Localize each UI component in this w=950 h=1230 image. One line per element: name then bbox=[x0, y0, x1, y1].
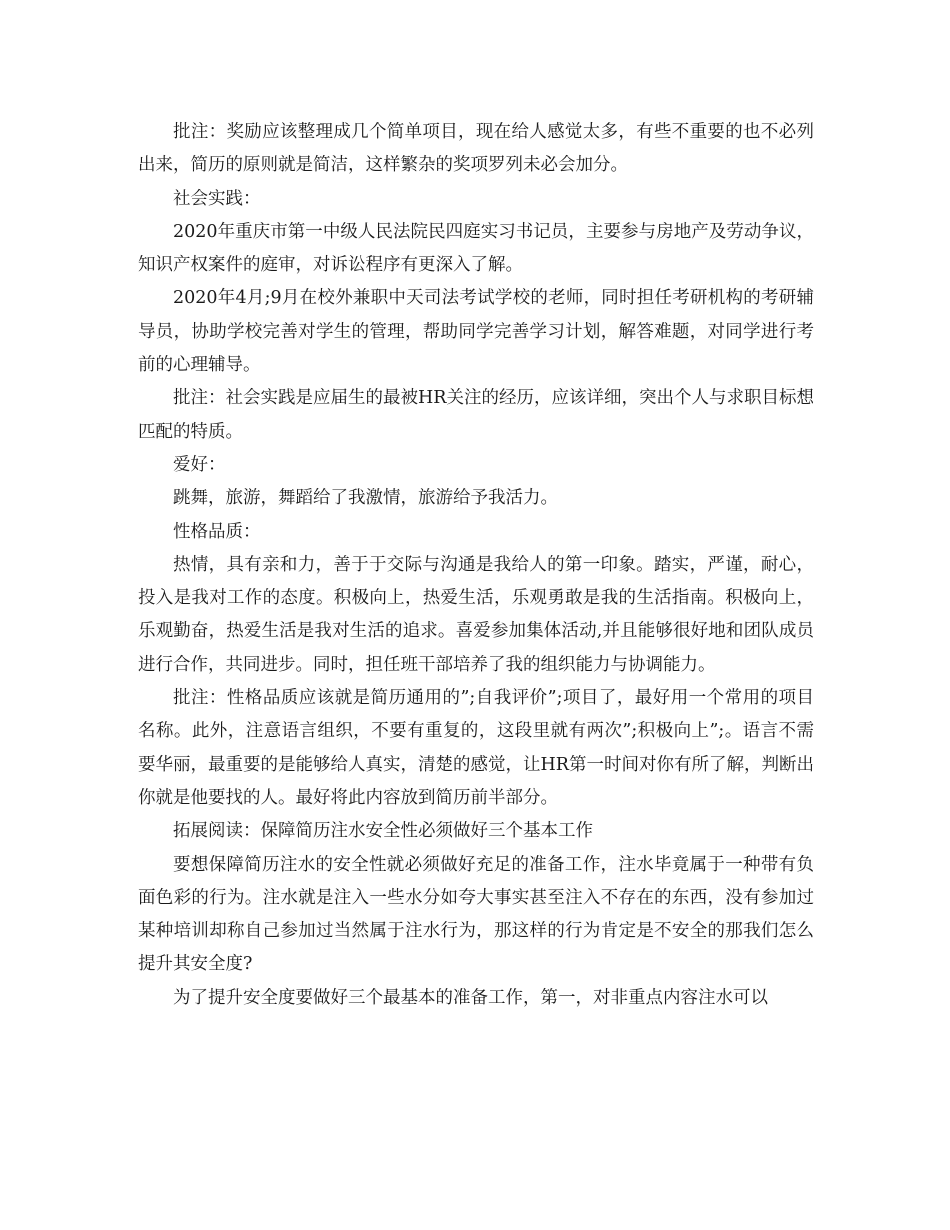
paragraph-awards-comment: 批注：奖励应该整理成几个简单项目，现在给人感觉太多，有些不重要的也不必列出来，简历的原则就是简洁，这样繁杂的奖项罗列未必会加分。 bbox=[138, 122, 814, 176]
paragraph-resume-padding: 要想保障简历注水的安全性就必须做好充足的准备工作，注水毕竟属于一种带有负面色彩的行为。注水就是注入一些水分如夸大事实甚至注入不存在的东西，没有参加过某种培训却称自己参加过当然属于注水行为，那这样的行为肯定是不安全的那我们怎么提升其安全度? bbox=[138, 854, 814, 975]
paragraph-part-time-teacher: 2020年4月;9月在校外兼职中天司法考试学校的老师，同时担任考研机构的考研辅导员，协助学校完善对学生的管理，帮助同学完善学习计划，解答难题，对同学进行考前的心理辅导。 bbox=[138, 288, 814, 376]
document-body bbox=[138, 116, 814, 1015]
paragraph-personality-comment: 批注：性格品质应该就是简历通用的”;自我评价”;项目了，最好用一个常用的项目名称。此外，注意语言组织，不要有重复的，这段里就有两次”;积极向上”;。语言不需要华丽，最重要的是能够给人真实，清楚的感觉，让HR第一时间对你有所了解，判断出你就是他要找的人。最好将此内容放到简历前半部分。 bbox=[138, 688, 814, 808]
heading-social-practice: 社会实践： bbox=[173, 188, 261, 209]
paragraph-practice-comment: 批注：社会实践是应届生的最被HR关注的经历，应该详细，突出个人与求职目标想匹配的特质。 bbox=[138, 388, 814, 442]
paragraph-personality: 热情，具有亲和力，善于于交际与沟通是我给人的第一印象。踏实，严谨，耐心，投入是我对工作的态度。积极向上，热爱生活，乐观勇敢是我的生活指南。积极向上，乐观勤奋，热爱生活是我对生活的追求。喜爱参加集体活动,并且能够很好地和团队成员进行合作，共同进步。同时，担任班干部培养了我的组织能力与协调能力。 bbox=[138, 554, 814, 675]
heading-hobbies: 爱好： bbox=[173, 454, 226, 475]
heading-personality: 性格品质： bbox=[173, 521, 261, 542]
paragraph-hobbies: 跳舞，旅游，舞蹈给了我激情，旅游给予我活力。 bbox=[173, 488, 558, 509]
paragraph-court-internship: 2020年重庆市第一中级人民法院民四庭实习书记员，主要参与房地产及劳动争议，知识产权案件的庭审，对诉讼程序有更深入了解。 bbox=[138, 221, 814, 276]
heading-extended-reading: 拓展阅读：保障简历注水安全性必须做好三个基本工作 bbox=[173, 821, 593, 842]
paragraph-safety-preparation: 为了提升安全度要做好三个最基本的准备工作，第一，对非重点内容注水可以 bbox=[173, 987, 768, 1008]
